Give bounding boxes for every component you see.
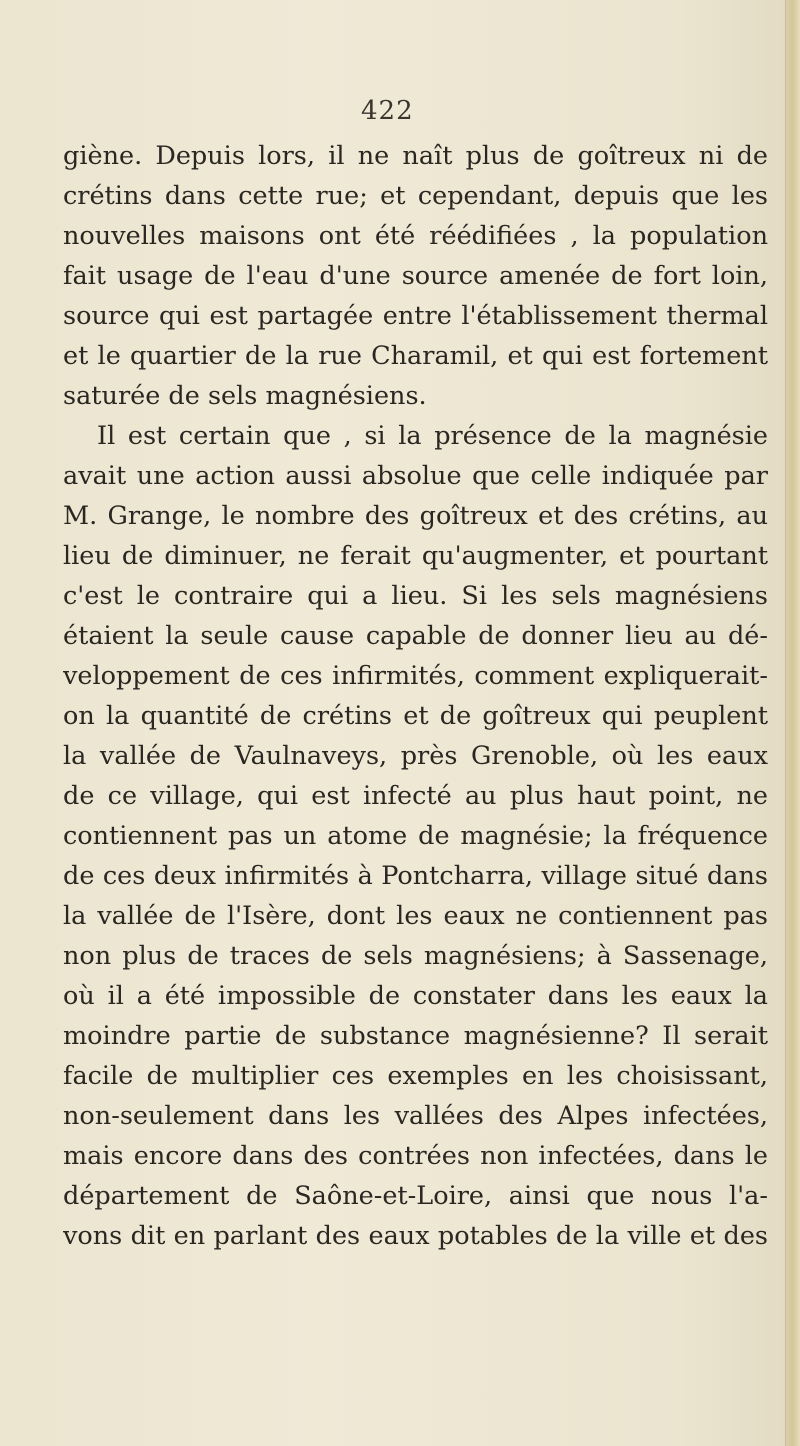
text-line: giène. Depuis lors, il ne naît plus de goîtreux ni de <box>63 141 768 171</box>
page-edge <box>785 0 800 1446</box>
text-line: M. Grange, le nombre des goîtreux et des crétins, au <box>63 501 768 531</box>
text-line: veloppement de ces infirmités, comment expliquerait- <box>63 661 768 691</box>
paragraph-start-line: Il est certain que , si la présence de la magnésie <box>97 421 768 451</box>
text-line: non plus de traces de sels magnésiens; à Sassenage, <box>63 941 768 971</box>
text-line: contiennent pas un atome de magnésie; la fréquence <box>63 821 768 851</box>
text-line: où il a été impossible de constater dans les eaux la <box>63 981 768 1011</box>
text-line: département de Saône-et-Loire, ainsi que nous l'a- <box>63 1181 768 1211</box>
page-number: 422 <box>361 96 414 126</box>
text-line: lieu de diminuer, ne ferait qu'augmenter, et pourtant <box>63 541 768 571</box>
text-line: étaient la seule cause capable de donner lieu au dé- <box>63 621 768 651</box>
text-line: on la quantité de crétins et de goîtreux qui peuplent <box>63 701 768 731</box>
text-line: de ce village, qui est infecté au plus haut point, ne <box>63 781 768 811</box>
text-line: c'est le contraire qui a lieu. Si les sels magnésiens <box>63 581 768 611</box>
text-line: nouvelles maisons ont été réédifiées , la population <box>63 221 768 251</box>
text-line: et le quartier de la rue Charamil, et qui est fortement <box>63 341 768 371</box>
text-line: vons dit en parlant des eaux potables de la ville et des <box>63 1221 768 1251</box>
text-line: fait usage de l'eau d'une source amenée de fort loin, <box>63 261 768 291</box>
text-line: avait une action aussi absolue que celle indiquée par <box>63 461 768 491</box>
text-line: de ces deux infirmités à Pontcharra, village situé dans <box>63 861 768 891</box>
text-line: la vallée de l'Isère, dont les eaux ne contiennent pas <box>63 901 768 931</box>
text-line: moindre partie de substance magnésienne? Il serait <box>63 1021 768 1051</box>
text-line: source qui est partagée entre l'établissement thermal <box>63 301 768 331</box>
text-line: crétins dans cette rue; et cependant, depuis que les <box>63 181 768 211</box>
paragraph-end-line: saturée de sels magnésiens. <box>63 381 427 411</box>
text-line: mais encore dans des contrées non infectées, dans le <box>63 1141 768 1171</box>
body-text <box>63 136 768 1256</box>
text-line: non-seulement dans les vallées des Alpes infectées, <box>63 1101 768 1131</box>
text-line: facile de multiplier ces exemples en les choisissant, <box>63 1061 768 1091</box>
text-line: la vallée de Vaulnaveys, près Grenoble, où les eaux <box>63 741 768 771</box>
